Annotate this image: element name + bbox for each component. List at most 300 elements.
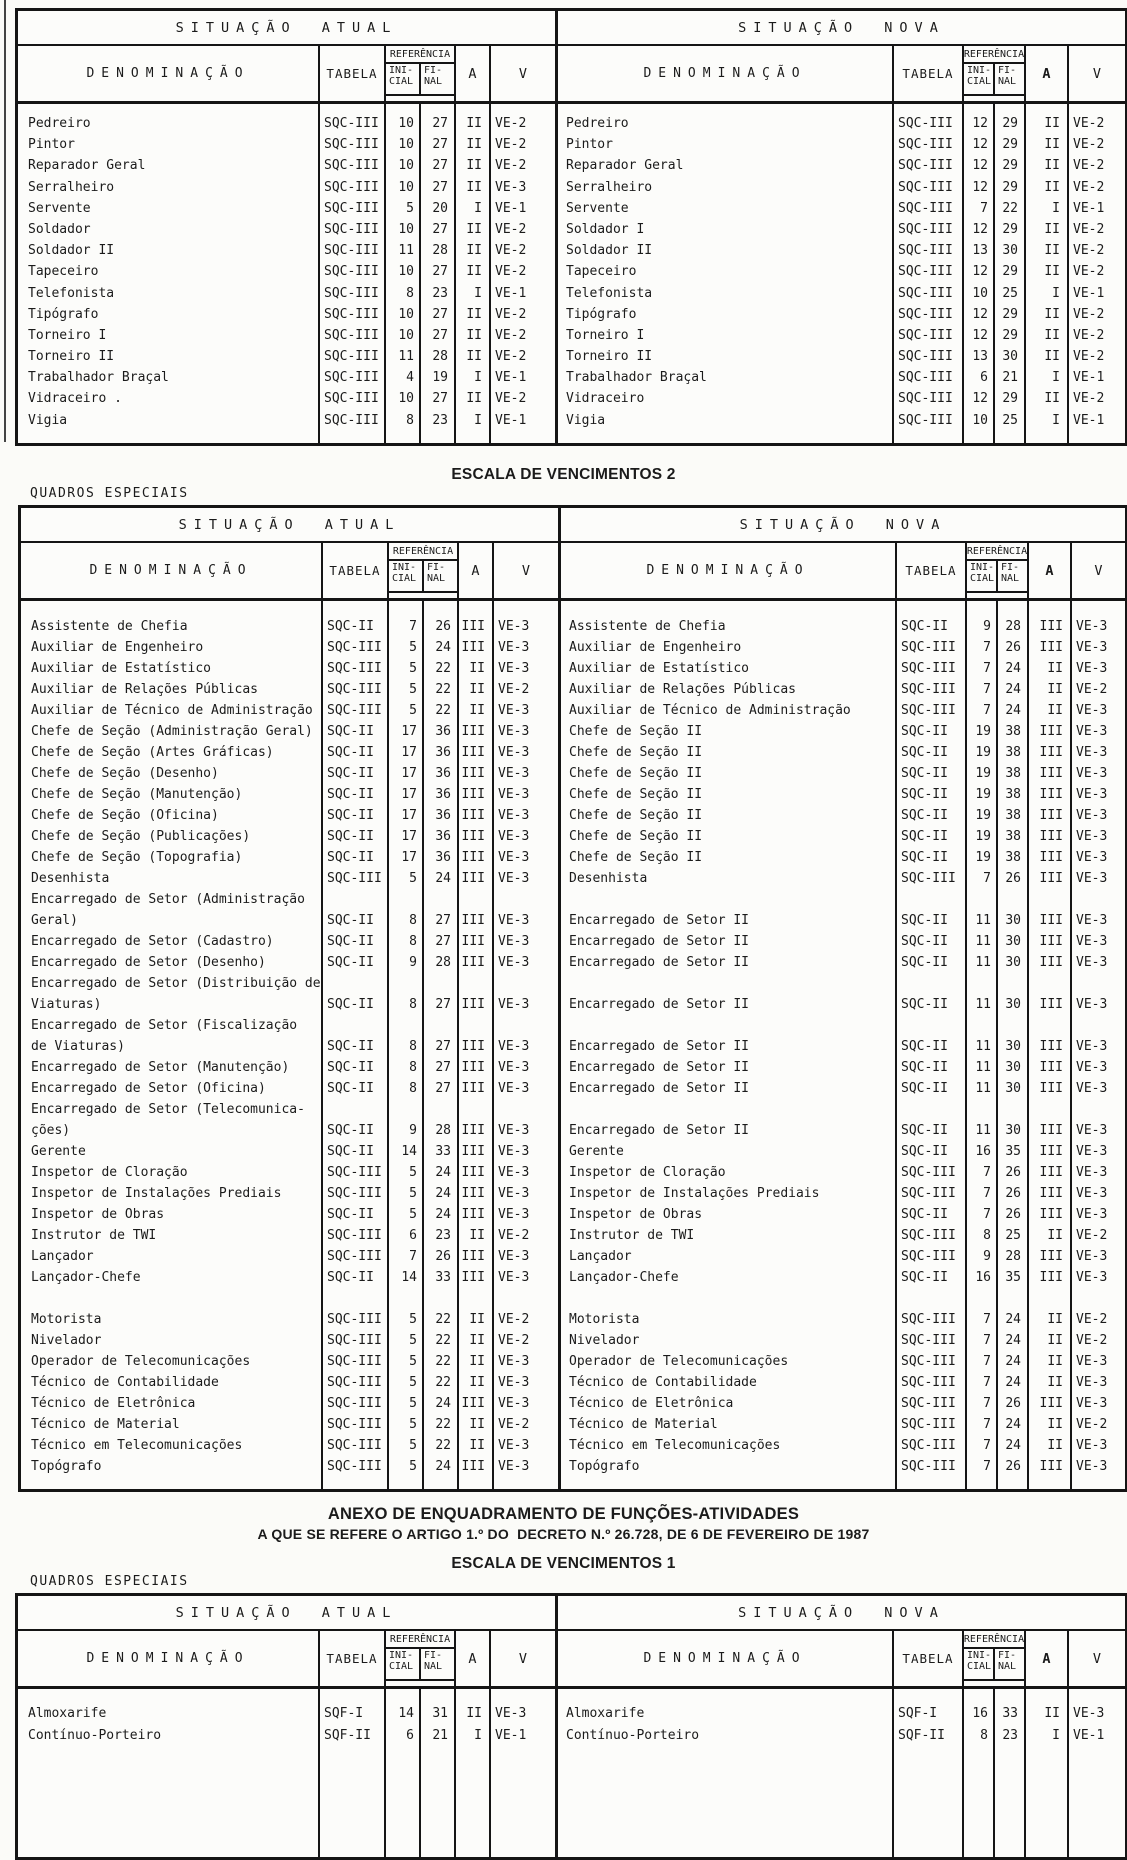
cell-referencia-inicial: 5 [409,1333,417,1348]
vencimento-column [1072,601,1125,1489]
cell-vencimento: VE-3 [1076,1144,1108,1159]
cell-referencia-inicial: 10 [398,179,414,195]
cell-referencia-inicial: 19 [975,829,991,844]
cell-referencia-final: 22 [435,1312,451,1327]
cell-denominacao: Torneiro I [566,327,645,343]
cell-referencia-inicial: 7 [409,1249,417,1264]
cell-acesso: III [1039,913,1063,928]
referencia-final-column [421,104,456,443]
cell-referencia-inicial: 5 [409,1207,417,1222]
cell-acesso: III [461,724,485,739]
denominacao-header: DENOMINAÇÃO [561,543,897,598]
referencia-subheaders [964,1649,1024,1686]
cell-acesso: III [461,1270,485,1285]
cell-referencia-final: 30 [1005,1081,1021,1096]
cell-vencimento: VE-3 [1073,1706,1105,1721]
cell-referencia-inicial: 7 [983,1438,991,1453]
cell-vencimento: VE-2 [1073,349,1105,365]
cell-referencia-inicial: 7 [983,1375,991,1390]
cell-vencimento: VE-1 [495,285,527,301]
cell-referencia-final: 24 [1005,1312,1021,1327]
cell-denominacao: Encarregado de Setor (Manutenção) [31,1060,290,1075]
cell-referencia-final: 24 [1005,682,1021,697]
cell-denominacao: de Viaturas) [31,1039,125,1054]
referencia-header-group [386,1631,456,1686]
cell-vencimento: VE-2 [495,243,527,259]
cell-referencia-final: 23 [432,412,448,428]
ref-final-header [421,1649,454,1681]
cell-tabela: SQC-III [898,370,953,386]
cell-vencimento: VE-3 [498,871,530,886]
cell-vencimento: VE-3 [498,745,530,760]
cell-acesso: III [1039,1039,1063,1054]
situacao-atual-panel [18,11,558,443]
cell-referencia-final: 33 [435,1270,451,1285]
ref-inicial-header-line2: CIAL [389,1660,414,1672]
cell-vencimento [1072,1288,1125,1309]
cell-referencia-inicial: 8 [409,1060,417,1075]
cell-referencia-inicial [389,1015,422,1036]
ref-final-header-line1: FI- [998,1650,1017,1661]
cell-vencimento: VE-3 [498,1165,530,1180]
cell-tabela: SQC-III [898,306,953,322]
cell-tabela: SQC-III [324,158,379,174]
cell-acesso: II [1044,391,1060,407]
cell-vencimento: VE-3 [1076,1081,1108,1096]
cell-referencia-inicial: 17 [401,829,417,844]
ref-final-header-line2: NAL [1001,572,1020,584]
cell-referencia-inicial: 14 [398,1706,414,1721]
cell-denominacao: Operador de Telecomunicações [569,1354,789,1369]
cell-vencimento: VE-3 [1076,1459,1108,1474]
cell-acesso: II [469,1228,485,1243]
cell-denominacao: Topógrafo [31,1459,102,1474]
ref-inicial-header-line1: INI- [967,65,992,76]
cell-denominacao: Contínuo-Porteiro [566,1728,700,1743]
cell-tabela: SQC-III [901,1312,956,1327]
cell-acesso: III [461,640,485,655]
cell-referencia-final: 33 [435,1144,451,1159]
cell-tabela: SQC-II [327,955,374,970]
cell-denominacao: Auxiliar de Técnico de Administração [569,703,851,718]
cell-acesso: III [461,1165,485,1180]
cell-referencia-inicial: 5 [409,1186,417,1201]
cell-referencia-final: 28 [1005,619,1021,634]
cell-vencimento: VE-3 [1076,808,1108,823]
cell-vencimento: VE-3 [498,1249,530,1264]
acesso-column [1026,104,1069,443]
cell-denominacao: Instrutor de TWI [569,1228,695,1243]
referencia-final-column [424,601,459,1489]
referencia-header: REFERÊNCIA [386,46,454,64]
referencia-subheaders [386,1649,454,1686]
cell-referencia-inicial: 5 [409,1354,417,1369]
cell-denominacao: Inspetor de Instalações Prediais [569,1186,820,1201]
acesso-column [456,1689,491,1857]
cell-referencia-inicial: 5 [409,703,417,718]
cell-vencimento: VE-1 [495,200,527,216]
cell-acesso: II [469,1312,485,1327]
cell-denominacao: Gerente [31,1144,86,1159]
cell-referencia-inicial: 9 [409,1123,417,1138]
cell-vencimento: VE-3 [1076,997,1108,1012]
cell-vencimento: VE-3 [1076,1060,1108,1075]
cell-vencimento [494,1015,558,1036]
cell-referencia-inicial [967,973,996,994]
cell-referencia-inicial: 6 [980,370,988,386]
cell-denominacao: Serralheiro [28,179,115,195]
ref-inicial-header-line2: CIAL [389,75,414,87]
cell-referencia-inicial: 9 [409,955,417,970]
cell-referencia-final: 29 [1002,327,1018,343]
cell-referencia-final: 24 [435,1165,451,1180]
cell-acesso: II [466,1706,482,1721]
ref-final-header-line2: NAL [998,75,1017,87]
vencimento-column [491,1689,555,1857]
cell-denominacao: Nivelador [569,1333,640,1348]
cell-referencia-inicial: 5 [409,1438,417,1453]
cell-denominacao: Tipógrafo [28,306,99,322]
ref-inicial-header [389,561,424,593]
cell-acesso: I [1052,1728,1060,1743]
cell-referencia-final: 29 [1002,137,1018,153]
cell-referencia-final: 38 [1005,745,1021,760]
cell-referencia-inicial: 8 [406,412,414,428]
column-headers [558,1631,1125,1689]
cell-referencia-final: 29 [1002,391,1018,407]
cell-tabela: SQC-III [324,137,379,153]
cell-referencia-inicial: 7 [983,640,991,655]
cell-denominacao: Soldador I [566,221,645,237]
ref-final-header-line1: FI- [1001,562,1020,573]
cell-tabela: SQC-III [901,703,956,718]
cell-vencimento: VE-2 [1076,682,1108,697]
cell-tabela [323,1288,387,1309]
cell-referencia-inicial [389,1099,422,1120]
referencia-subheaders [964,64,1024,101]
ref-inicial-header-line1: INI- [967,1650,992,1661]
cell-tabela: SQC-III [901,640,956,655]
data-area [18,1689,555,1857]
cell-denominacao: Técnico de Contabilidade [31,1375,219,1390]
cell-denominacao: Encarregado de Setor (Administração [31,892,305,907]
cell-denominacao: Telefonista [566,285,653,301]
cell-tabela: SQC-III [327,1249,382,1264]
cell-referencia-final: 38 [1005,829,1021,844]
cell-denominacao: Técnico de Material [31,1417,180,1432]
cell-denominacao: Serralheiro [566,179,653,195]
cell-denominacao: Auxiliar de Técnico de Administração [31,703,313,718]
referencia-inicial-column [389,601,424,1489]
cell-acesso: II [1044,327,1060,343]
cell-denominacao: Pintor [566,137,613,153]
cell-tabela: SQC-II [327,1207,374,1222]
cell-vencimento: VE-3 [1076,934,1108,949]
referencia-header-group [967,543,1029,598]
cell-tabela: SQC-III [327,1228,382,1243]
cell-acesso: II [1044,116,1060,131]
cell-referencia-final: 30 [1005,955,1021,970]
cell-denominacao: Chefe de Seção II [569,850,703,865]
cell-tabela: SQC-III [324,221,379,237]
cell-referencia-final: 30 [1002,243,1018,259]
cell-vencimento: VE-3 [498,787,530,802]
cell-referencia-inicial: 12 [972,306,988,322]
cell-vencimento: VE-2 [495,116,527,131]
cell-acesso: II [469,661,485,676]
cell-tabela: SQC-III [327,1165,382,1180]
referencia-final-column [995,1689,1026,1857]
cell-referencia-final: 26 [1005,1396,1021,1411]
cell-vencimento: VE-3 [498,661,530,676]
ref-final-header-line1: FI- [424,65,443,76]
cell-tabela: SQC-II [327,1060,374,1075]
cell-referencia-inicial: 7 [983,1165,991,1180]
ref-inicial-header [964,64,995,96]
ref-final-header [995,1649,1024,1681]
cell-denominacao: Encarregado de Setor II [569,1060,750,1075]
cell-acesso: II [466,391,482,407]
cell-vencimento: VE-2 [498,1333,530,1348]
tabela-header: TABELA [897,543,967,598]
anexo-title: ANEXO DE ENQUADRAMENTO DE FUNÇÕES-ATIVIDADES [327,1505,800,1523]
cell-tabela: SQC-III [901,1459,956,1474]
cell-denominacao [21,1288,321,1309]
cell-tabela: SQC-II [901,934,948,949]
referencia-header-group [964,46,1026,101]
cell-denominacao: Chefe de Seção II [569,766,703,781]
cell-acesso: III [461,1039,485,1054]
cell-acesso: I [474,200,482,216]
cell-referencia-inicial: 8 [980,1728,988,1743]
cell-acesso: II [1047,1228,1063,1243]
cell-tabela: SQC-III [327,703,382,718]
ref-final-header-line1: FI- [424,1650,443,1661]
cell-referencia-inicial: 12 [972,221,988,237]
anexo-subtitle: A QUE SE REFERE O ARTIGO 1.º DO DECRETO N.º 26.728, DE 6 DE FEVEREIRO DE 1987 [257,1526,870,1542]
cell-vencimento: VE-2 [1073,137,1105,153]
cell-vencimento: VE-2 [495,158,527,174]
cell-referencia-inicial: 19 [975,808,991,823]
cell-denominacao: Encarregado de Setor (Oficina) [31,1081,266,1096]
cell-referencia-inicial: 5 [409,640,417,655]
cell-vencimento: VE-2 [1073,264,1105,280]
cell-referencia-final: 27 [435,1039,451,1054]
cell-referencia-inicial: 9 [983,619,991,634]
cell-tabela [323,1015,387,1036]
cell-acesso: III [461,997,485,1012]
column-headers [561,543,1125,601]
cell-acesso: III [1039,1165,1063,1180]
cell-acesso: III [1039,1081,1063,1096]
cell-acesso: II [1044,243,1060,259]
cell-tabela: SQC-III [898,412,953,428]
cell-referencia-inicial: 11 [975,955,991,970]
cell-vencimento: VE-3 [1076,1186,1108,1201]
cell-vencimento: VE-3 [498,829,530,844]
cell-vencimento: VE-3 [498,1060,530,1075]
cell-referencia-final: 27 [435,1081,451,1096]
cell-denominacao: Tapeceiro [566,264,637,280]
cell-denominacao: Reparador Geral [566,158,684,174]
cell-referencia-inicial: 5 [409,1165,417,1180]
cell-denominacao: Lançador [31,1249,94,1264]
referencia-final-column [421,1689,456,1857]
cell-vencimento: VE-3 [498,703,530,718]
cell-vencimento: VE-3 [1076,745,1108,760]
escala-vencimentos-1-title: ESCALA DE VENCIMENTOS 1 [451,1555,676,1572]
cell-referencia-inicial: 11 [975,1060,991,1075]
cell-acesso: II [469,682,485,697]
data-area [21,601,558,1489]
referencia-inicial-column [964,104,995,443]
denominacao-column [18,104,320,443]
cell-referencia-inicial: 16 [975,1270,991,1285]
a-header: A [1026,46,1069,101]
situacao-atual-panel [21,508,561,1489]
cell-tabela: SQC-III [327,1354,382,1369]
cell-vencimento: VE-3 [495,179,527,195]
column-headers [18,46,555,104]
cell-referencia-final: 27 [432,221,448,237]
tabela-column [323,601,389,1489]
cell-tabela: SQC-II [901,1123,948,1138]
cell-denominacao: Técnico em Telecomunicações [569,1438,781,1453]
cell-tabela: SQC-II [901,997,948,1012]
cell-tabela: SQC-III [898,391,953,407]
cell-tabela: SQC-III [327,640,382,655]
cell-acesso: II [1047,1417,1063,1432]
cell-referencia-inicial: 7 [983,1417,991,1432]
cell-acesso: I [1052,412,1060,428]
cell-referencia-inicial: 7 [983,1207,991,1222]
cell-denominacao: Topógrafo [569,1459,640,1474]
cell-referencia-final: 36 [435,745,451,760]
ref-final-header-line1: FI- [998,65,1017,76]
cell-acesso: I [474,412,482,428]
cell-acesso: III [1039,871,1063,886]
cell-acesso [1029,1288,1070,1309]
cell-denominacao: Instrutor de TWI [31,1228,157,1243]
cell-denominacao: Encarregado de Setor (Desenho) [31,955,266,970]
cell-denominacao: Assistente de Chefia [31,619,188,634]
cell-vencimento: VE-1 [1073,412,1105,428]
cell-referencia-final [998,973,1027,994]
referencia-header: REFERÊNCIA [967,543,1027,561]
cell-vencimento: VE-3 [1076,619,1108,634]
tabela-column [894,1689,964,1857]
cell-vencimento [1072,1099,1125,1120]
cell-tabela: SQC-II [327,829,374,844]
cell-referencia-final: 30 [1005,913,1021,928]
cell-vencimento: VE-3 [1076,1375,1108,1390]
cell-referencia-final: 35 [1005,1144,1021,1159]
a-header: A [456,46,491,101]
tabela-header: TABELA [894,1631,964,1686]
cell-vencimento: VE-3 [498,640,530,655]
a-header: A [1029,543,1072,598]
cell-tabela: SQC-III [327,682,382,697]
tabela-header: TABELA [894,46,964,101]
vencimento-column [491,104,555,443]
cell-referencia-final: 22 [435,1417,451,1432]
cell-acesso: II [1044,137,1060,153]
cell-referencia-final [998,1288,1027,1309]
cell-referencia-final: 38 [1005,724,1021,739]
cell-vencimento: VE-3 [1076,1039,1108,1054]
ref-inicial-header-line1: INI- [389,1650,414,1661]
cell-referencia-inicial: 12 [972,327,988,343]
cell-tabela: SQC-II [901,1144,948,1159]
cell-acesso [459,889,492,910]
cell-referencia-inicial: 17 [401,808,417,823]
tabela-column [894,104,964,443]
cell-vencimento: VE-3 [495,1706,527,1721]
cell-referencia-final: 25 [1002,285,1018,301]
cell-acesso: II [1047,1312,1063,1327]
cell-referencia-inicial: 19 [975,724,991,739]
cell-vencimento: VE-3 [498,1144,530,1159]
tabela-header: TABELA [320,1631,386,1686]
cell-referencia-final: 29 [1002,221,1018,237]
data-area [561,601,1125,1489]
cell-vencimento: VE-2 [1076,1228,1108,1243]
cell-tabela: SQC-II [327,787,374,802]
cell-vencimento: VE-2 [1076,1417,1108,1432]
cell-vencimento: VE-1 [1073,1728,1105,1743]
cell-acesso: III [461,619,485,634]
ref-inicial-header [386,64,421,96]
cell-vencimento: VE-3 [1076,1270,1108,1285]
cell-referencia-final [424,1099,457,1120]
cell-tabela: SQC-III [327,1375,382,1390]
cell-denominacao: Técnico de Eletrônica [569,1396,734,1411]
situacao-atual-header: SITUAÇÃO ATUAL [21,508,558,543]
cell-referencia-inicial: 11 [975,997,991,1012]
cell-acesso: II [466,306,482,322]
cell-denominacao: Chefe de Seção II [569,829,703,844]
cell-referencia-final: 26 [1005,871,1021,886]
cell-acesso: III [1039,955,1063,970]
cell-referencia-inicial [967,1288,996,1309]
cell-tabela: SQC-III [898,200,953,216]
v-header: V [1094,562,1103,579]
cell-tabela: SQF-II [324,1728,371,1743]
cell-acesso: II [1047,703,1063,718]
cell-vencimento: VE-3 [1076,1165,1108,1180]
cell-acesso [1029,1099,1070,1120]
cell-vencimento: VE-3 [498,913,530,928]
cell-referencia-inicial: 11 [975,1039,991,1054]
ref-final-header-line2: NAL [424,1660,443,1672]
cell-referencia-inicial [389,1288,422,1309]
cell-vencimento: VE-3 [1076,1207,1108,1222]
situacao-atual-panel [18,1596,558,1857]
cell-denominacao: Soldador II [28,243,115,259]
cell-tabela: SQC-III [901,1333,956,1348]
cell-denominacao: Chefe de Seção (Oficina) [31,808,219,823]
cell-referencia-final: 30 [1005,1039,1021,1054]
cell-denominacao: Encarregado de Setor II [569,1123,750,1138]
cell-vencimento: VE-2 [1073,243,1105,259]
cell-referencia-inicial: 17 [401,787,417,802]
cell-tabela: SQC-III [898,158,953,174]
cell-tabela: SQC-III [324,285,379,301]
cell-referencia-final: 27 [435,934,451,949]
quadros-especiais-label-top: QUADROS ESPECIAIS [30,486,189,501]
referencia-header: REFERÊNCIA [386,1631,454,1649]
cell-vencimento: VE-2 [1073,158,1105,174]
